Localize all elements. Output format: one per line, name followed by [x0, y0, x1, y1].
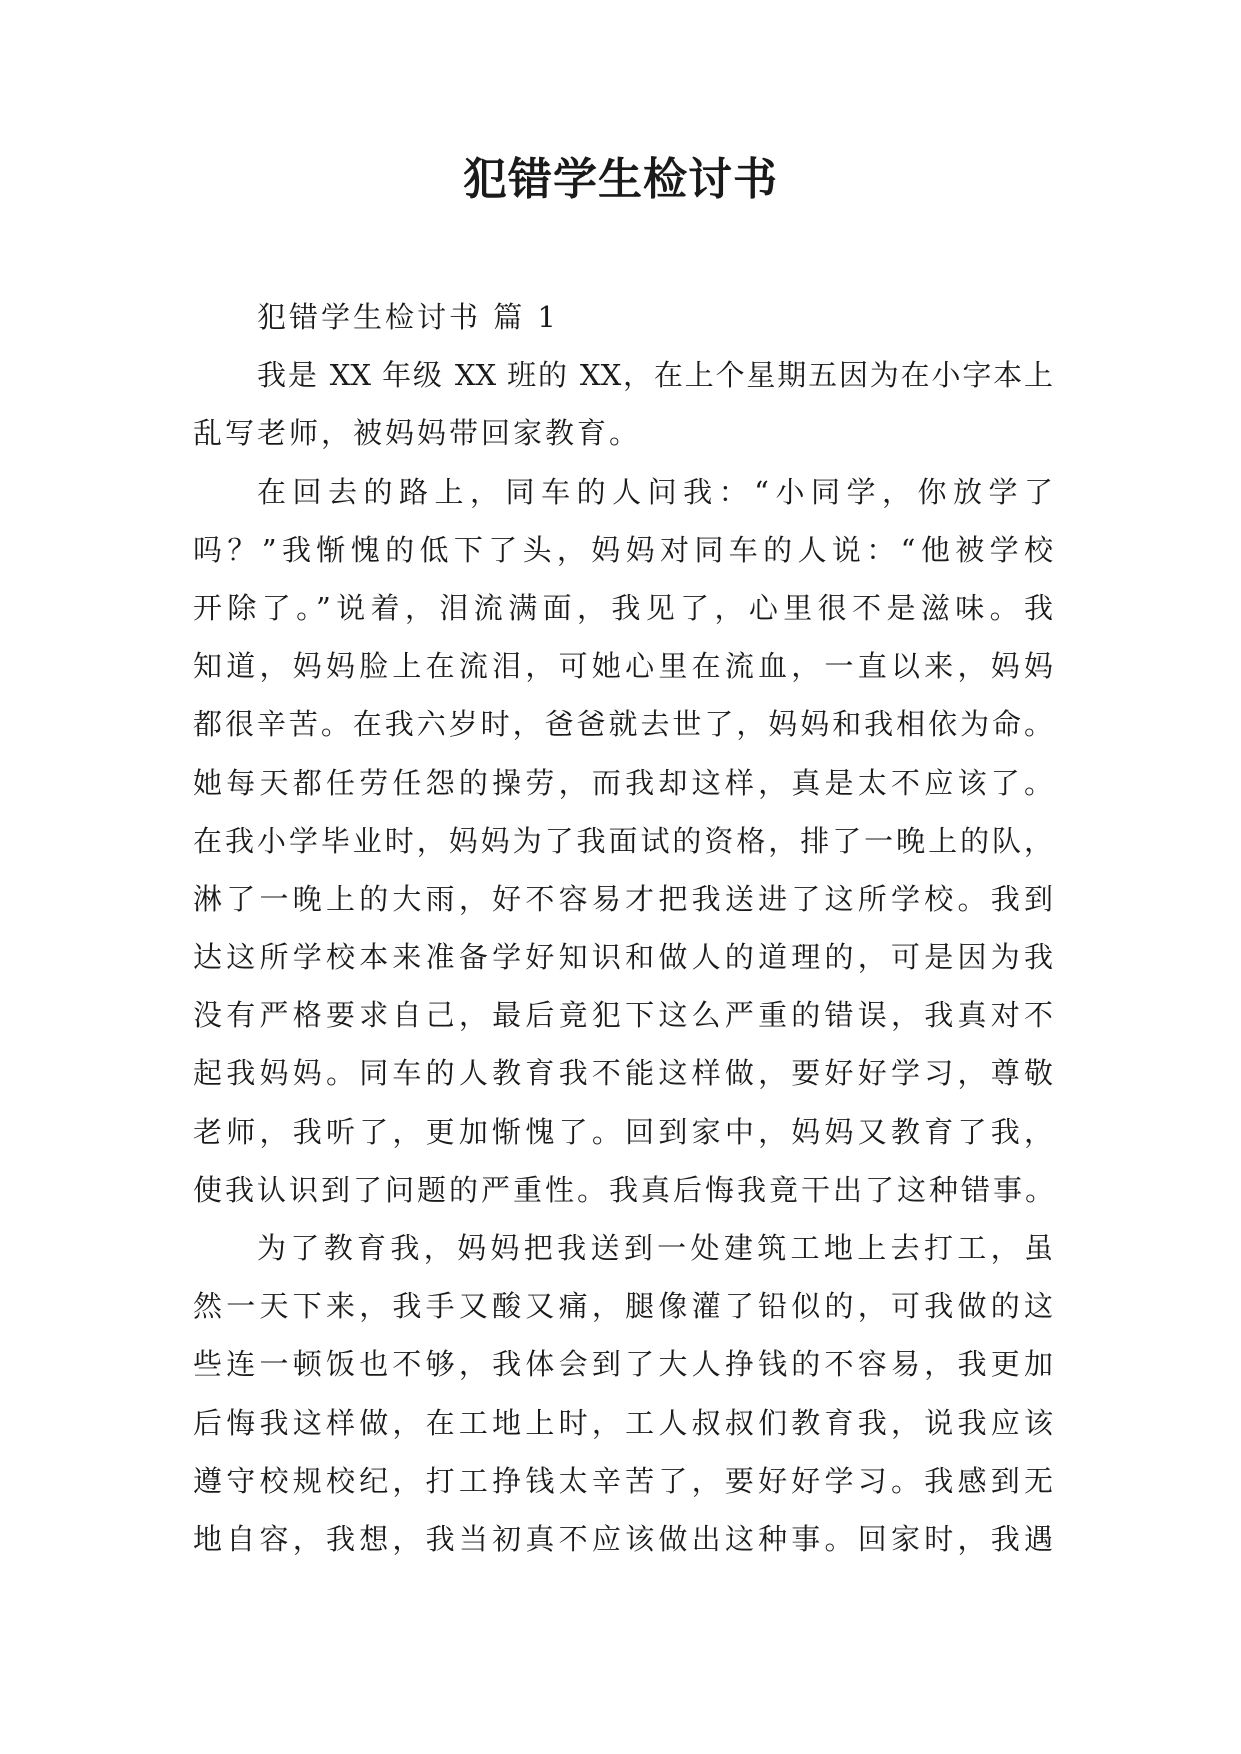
text-line: 都很辛苦。在我六岁时，爸爸就去世了，妈妈和我相依为命。	[193, 707, 1053, 742]
text-line: 些连一顿饭也不够，我体会到了大人挣钱的不容易，我更加	[193, 1347, 1053, 1382]
text-line: 在回去的路上，同车的人问我：“小同学，你放学了	[257, 474, 1053, 509]
text-line: 老师，我听了，更加惭愧了。回到家中，妈妈又教育了我，	[193, 1114, 1053, 1149]
text-line: 没有严格要求自己，最后竟犯下这么严重的错误，我真对不	[193, 998, 1053, 1033]
text-line: 犯错学生检讨书 篇 1	[257, 300, 559, 334]
text-line: 吗？”我惭愧的低下了头，妈妈对同车的人说：“他被学校	[193, 532, 1053, 567]
text-line: 淋了一晚上的大雨，好不容易才把我送进了这所学校。我到	[193, 881, 1053, 916]
text-line: 然一天下来，我手又酸又痛，腿像灌了铅似的，可我做的这	[193, 1289, 1053, 1324]
text-line: 开除了。”说着，泪流满面，我见了，心里很不是滋味。我	[193, 590, 1053, 625]
text-line: 她每天都任劳任怨的操劳，而我却这样，真是太不应该了。	[193, 765, 1053, 800]
text-line: 知道，妈妈脸上在流泪，可她心里在流血，一直以来，妈妈	[193, 649, 1053, 684]
text-line: 为了教育我，妈妈把我送到一处建筑工地上去打工，虽	[257, 1231, 1053, 1265]
document-title: 犯错学生检讨书	[463, 154, 778, 205]
text-line: 遵守校规校纪，打工挣钱太辛苦了，要好好学习。我感到无	[193, 1463, 1053, 1498]
text-line: 地自容，我想，我当初真不应该做出这种事。回家时，我遇	[193, 1521, 1053, 1556]
text-line: 在我小学毕业时，妈妈为了我面试的资格，排了一晚上的队，	[193, 823, 1053, 858]
text-line: 使我认识到了问题的严重性。我真后悔我竟干出了这种错事。	[193, 1172, 1058, 1207]
document-body	[193, 288, 1058, 1568]
text-line: 乱写老师，被妈妈带回家教育。	[193, 416, 642, 451]
text-line: 我是 XX 年级 XX 班的 XX，在上个星期五因为在小字本上	[257, 358, 1053, 393]
text-line: 达这所学校本来准备学好知识和做人的道理的，可是因为我	[193, 940, 1053, 975]
text-line: 起我妈妈。同车的人教育我不能这样做，要好好学习，尊敬	[193, 1056, 1053, 1091]
text-line: 后悔我这样做，在工地上时，工人叔叔们教育我，说我应该	[193, 1405, 1053, 1440]
